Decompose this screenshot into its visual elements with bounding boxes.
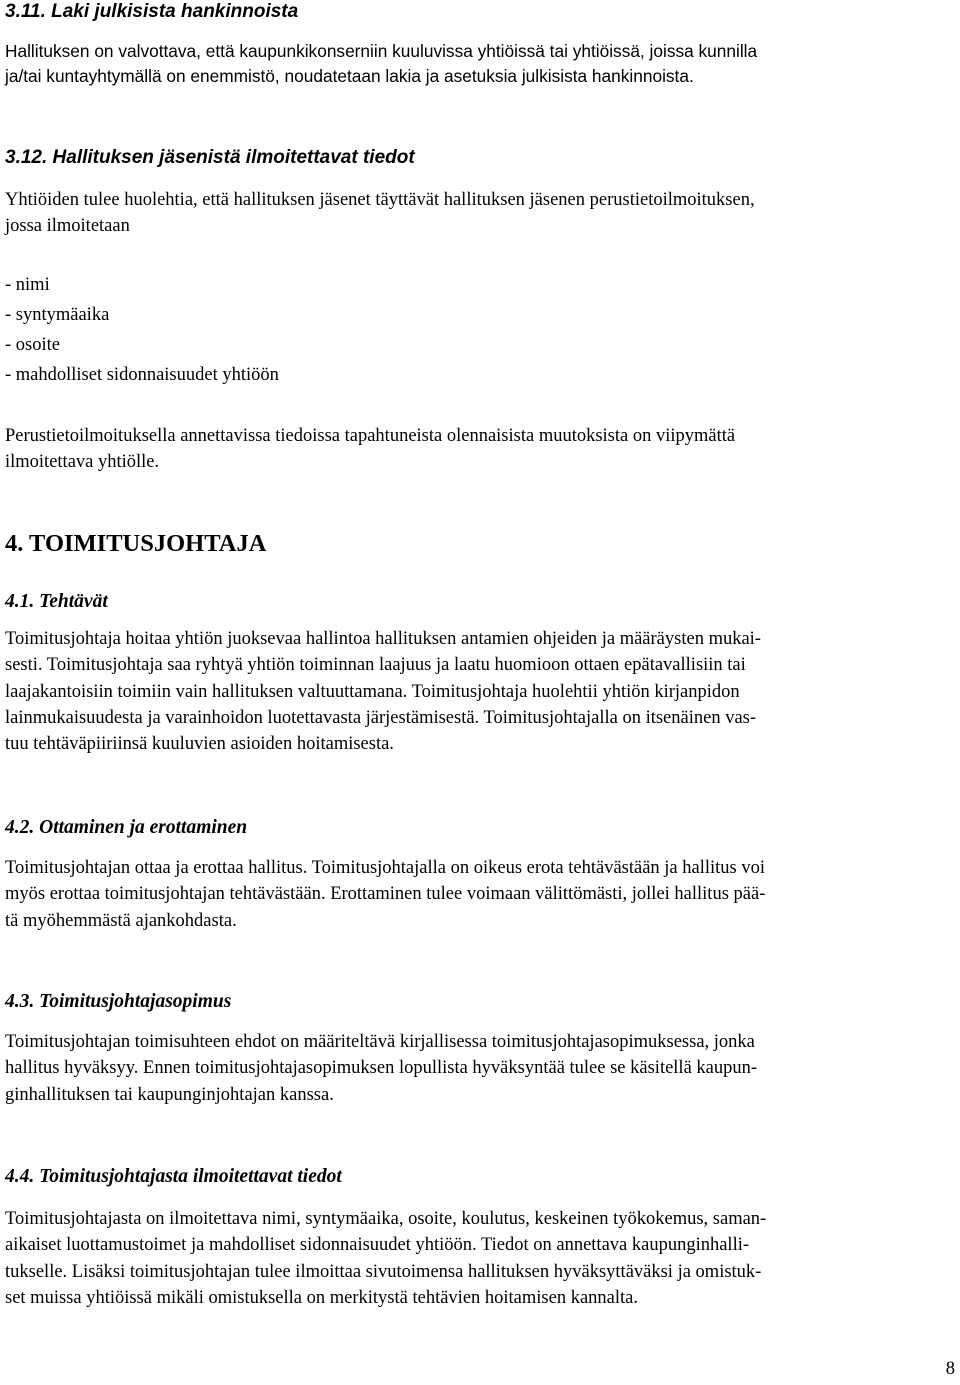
text-line: set muissa yhtiöissä mikäli omistuksella on merkitystä tehtävien hoitamisen kannalta. (5, 1287, 639, 1308)
section-heading-4-4: 4.4. Toimitusjohtajasta ilmoitettavat tiedot (5, 1166, 342, 1187)
text-line: laajakantoisiin toimiin vain hallituksen valtuuttamana. Toimitusjohtaja huolehtii yhtiön kirjanpidon (5, 681, 740, 702)
text-line: tukselle. Lisäksi toimitusjohtajan tulee ilmoittaa sivutoimensa hallituksen hyväksyttäväksi ja omistuk- (5, 1261, 762, 1282)
chapter-heading-4: 4. TOIMITUSJOHTAJA (5, 530, 267, 557)
list-item: - syntymäaika (5, 305, 110, 325)
section-paragraph-3-11 (5, 39, 955, 88)
text-line: Toimitusjohtajan ottaa ja erottaa hallitus. Toimitusjohtajalla on oikeus erota tehtävästään ja hallitus voi (5, 858, 766, 878)
list-item: - mahdolliset sidonnaisuudet yhtiöön (5, 365, 279, 385)
text-line: lainmukaisuudesta ja varainhoidon luotettavasta järjestämisestä. Toimitusjohtajalla on itsenäinen vas- (5, 707, 757, 728)
section-paragraph-4-3 (5, 1029, 955, 1108)
text-line: Perustietoilmoituksella annettavissa tiedoissa tapahtuneista olennaisista muutoksista on viipymättä (5, 426, 736, 446)
text-line: Toimitusjohtaja hoitaa yhtiön juoksevaa hallintoa hallituksen antamien ohjeiden ja määräysten mukai- (5, 629, 761, 649)
text-line: Toimitusjohtajasta on ilmoitettava nimi, syntymäaika, osoite, koulutus, keskeinen työkokemus, saman- (5, 1209, 767, 1229)
text-line: Toimitusjohtajan toimisuhteen ehdot on määriteltävä kirjallisessa toimitusjohtajasopimuksessa, jonka (5, 1032, 755, 1052)
section-heading-4-3: 4.3. Toimitusjohtajasopimus (5, 991, 232, 1012)
section-paragraph-4-4 (5, 1206, 955, 1311)
text-line: tä myöhemmästä ajankohdasta. (5, 910, 237, 931)
section-paragraph-4-2 (5, 855, 955, 934)
section-heading-4-2: 4.2. Ottaminen ja erottaminen (5, 817, 248, 838)
text-line: jossa ilmoitetaan (5, 216, 130, 237)
info-list-3-12 (5, 270, 955, 390)
text-line: sesti. Toimitusjohtaja saa ryhtyä yhtiön toiminnan laajuus ja laatu huomioon ottaen epätavallisiin tai (5, 655, 746, 676)
section-paragraph-4-1 (5, 626, 955, 757)
list-item: - nimi (5, 275, 50, 295)
section-heading-3-12: 3.12. Hallituksen jäsenistä ilmoitettavat tiedot (5, 147, 415, 168)
section-heading-3-11: 3.11. Laki julkisista hankinnoista (5, 1, 299, 22)
list-item: - osoite (5, 335, 60, 355)
text-line: ja/tai kuntayhtymällä on enemmistö, noudatetaan lakia ja asetuksia julkisista hankinnoista. (5, 65, 694, 86)
text-line: myös erottaa toimitusjohtajan tehtävästään. Erottaminen tulee voimaan välittömästi, jollei hallitus pää- (5, 884, 766, 905)
text-line: ilmoitettava yhtiölle. (5, 452, 160, 473)
section-outro-3-12 (5, 423, 955, 476)
page-number: 8 (945, 1359, 955, 1379)
text-line: Yhtiöiden tulee huolehtia, että hallituksen jäsenet täyttävät hallituksen jäsenen perustietoilmoituksen, (5, 190, 755, 210)
text-line: ginhallituksen tai kaupunginjohtajan kanssa. (5, 1084, 334, 1105)
section-intro-3-12 (5, 187, 955, 240)
text-line: aikaiset luottamustoimet ja mahdolliset sidonnaisuudet yhtiöön. Tiedot on annettava kaupunginhalli- (5, 1235, 750, 1256)
section-heading-4-1: 4.1. Tehtävät (5, 591, 108, 612)
text-line: Hallituksen on valvottava, että kaupunkikonserniin kuuluvissa yhtiöissä tai yhtiöissä, joissa kunnilla (5, 41, 758, 61)
text-line: tuu tehtäväpiiriinsä kuuluvien asioiden hoitamisesta. (5, 734, 394, 755)
text-line: hallitus hyväksyy. Ennen toimitusjohtajasopimuksen lopullista hyväksyntää tulee se käsitellä kaupun- (5, 1058, 758, 1079)
